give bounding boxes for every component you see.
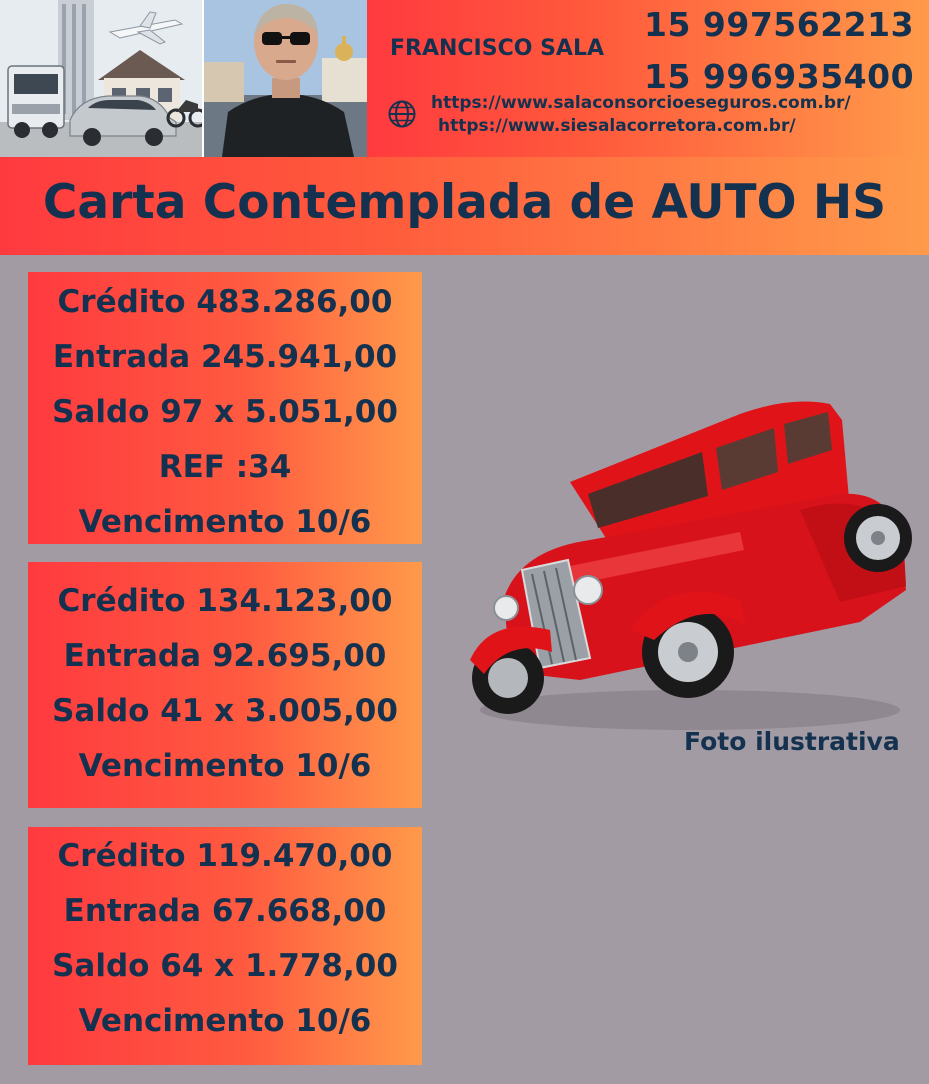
offer-due-date: Vencimento 10/6 xyxy=(78,1003,372,1039)
hot-rod-car-image xyxy=(440,390,920,750)
offer-down-payment: Entrada 245.941,00 xyxy=(52,339,398,375)
contact-banner xyxy=(367,0,929,157)
phone-number-2[interactable]: 15 996935400 xyxy=(644,57,915,96)
offer-card-3 xyxy=(28,827,422,1065)
phone-number-1[interactable]: 15 997562213 xyxy=(644,5,915,44)
title-bar xyxy=(0,157,929,255)
header xyxy=(0,0,929,157)
page-title: Carta Contemplada de AUTO HS xyxy=(42,175,887,230)
offer-credit: Crédito 483.286,00 xyxy=(57,284,393,320)
offer-down-payment: Entrada 67.668,00 xyxy=(63,893,387,929)
offer-card-1 xyxy=(28,272,422,544)
agent-name: FRANCISCO SALA xyxy=(390,36,605,61)
vehicles-collage-image xyxy=(0,0,202,157)
offer-credit: Crédito 134.123,00 xyxy=(57,583,393,619)
offer-balance: Saldo 41 x 3.005,00 xyxy=(52,693,398,729)
offer-reference: REF :34 xyxy=(158,449,292,485)
offer-due-date: Vencimento 10/6 xyxy=(78,748,372,784)
website-link-2[interactable]: https://www.siesalacorretora.com.br/ xyxy=(438,116,796,136)
offer-credit: Crédito 119.470,00 xyxy=(57,838,393,874)
illustrative-photo-caption: Foto ilustrativa xyxy=(684,727,900,756)
offer-balance: Saldo 97 x 5.051,00 xyxy=(52,394,398,430)
website-link-1[interactable]: https://www.salaconsorcioeseguros.com.br/ xyxy=(431,93,851,113)
offer-down-payment: Entrada 92.695,00 xyxy=(63,638,387,674)
offer-due-date: Vencimento 10/6 xyxy=(78,504,372,540)
offer-card-2 xyxy=(28,562,422,808)
globe-icon xyxy=(387,99,417,129)
offer-balance: Saldo 64 x 1.778,00 xyxy=(52,948,398,984)
agent-photo xyxy=(204,0,367,157)
